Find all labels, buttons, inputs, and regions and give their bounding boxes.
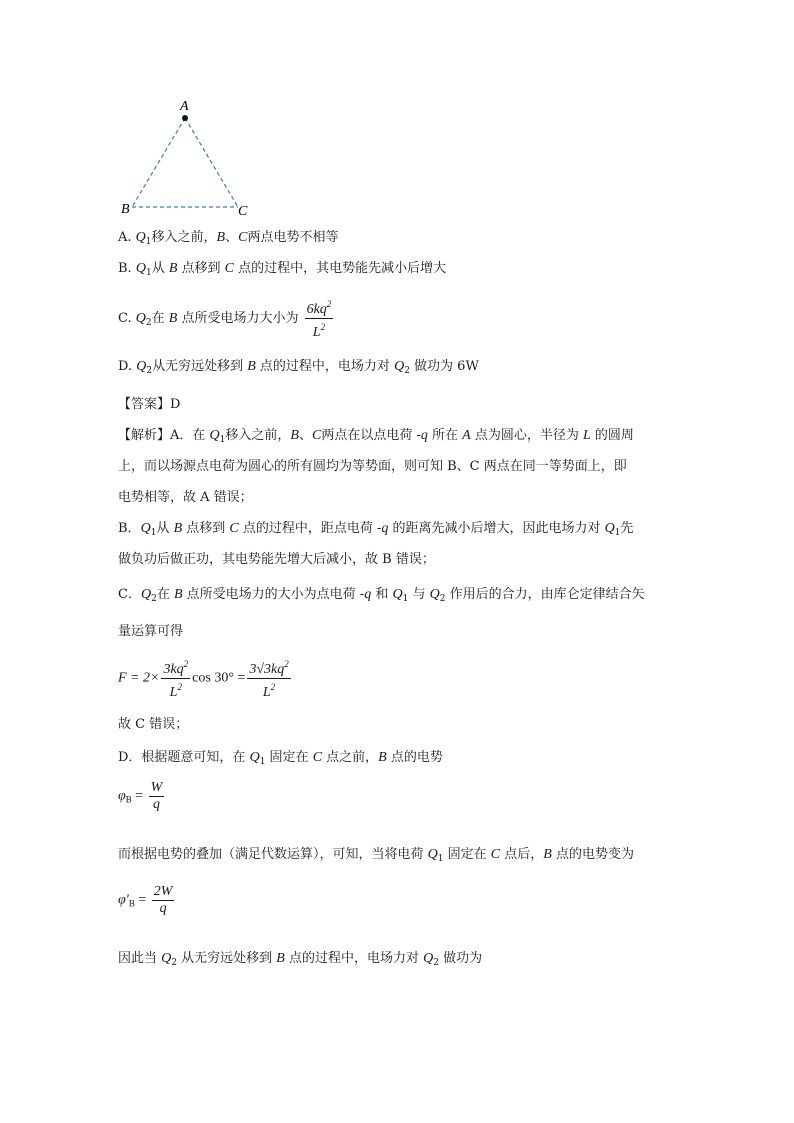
option-a: A. $Q_1$移入之前，B、C两点电势不相等 (118, 230, 339, 247)
analysis-b-line2: 做负功后做正功，其电势能先增大后减小，故 B 错误； (118, 552, 435, 567)
analysis-c-line1: C．$Q_2$在 B 点所受电场力的大小为点电荷 -q 和 $Q_1$ 与 $Q_2$ 作用后的合力，由库仑定律结合矢 (118, 587, 645, 604)
edge-ac (185, 118, 238, 207)
analysis-d-line3: 因此当 $Q_2$ 从无穷远处移到 B 点的过程中，电场力对 $Q_2$ 做功为 (118, 951, 483, 968)
option-c: C. $Q_2$在 B 点所受电场力大小为 $\frac{6kq^2}{L^2}$ (118, 296, 335, 343)
answer-line: 【答案】D (118, 397, 181, 412)
analysis-d-line2: 而根据电势的叠加（满足代数运算），可知，当将电荷 $Q_1$ 固定在 C 点后，B 点的电势变为 (118, 847, 634, 864)
vertex-label-a: A (180, 99, 189, 114)
edge-ab (132, 118, 185, 207)
force-fraction: $\frac{6kq^2}{L^2}$ (305, 296, 334, 341)
analysis-d-line1: D．根据题意可知，在 $Q_1$ 固定在 C 点之前，B 点的电势 (118, 750, 443, 767)
vertex-label-b: B (121, 202, 130, 217)
analysis-b-line1: B．$Q_1$从 B 点移到 C 点的过程中，距点电荷 -q 的距离先减小后增大，因此电场力对 $Q_1$先 (118, 521, 634, 538)
analysis-c-line3: 故 C 错误； (118, 717, 189, 732)
analysis-a-line3: 电势相等，故 A 错误； (118, 490, 253, 505)
formula-potential-new: $\varphi'_B$ = $\frac{2W}{q}$ (118, 884, 173, 916)
option-d: D. $Q_2$从无穷远处移到 B 点的过程中，电场力对 $Q_2$ 做功为 6W (118, 359, 479, 376)
option-b: B. $Q_1$从 B 点移到 C 点的过程中，其电势能先减小后增大 (118, 261, 447, 278)
formula-potential: $\varphi_B$ = $\frac{W}{q}$ (118, 780, 163, 812)
analysis-a-line1: 【解析】A．在 $Q_1$移入之前，B、C两点在以点电荷 -q 所在 A 点为圆心，半径为 L 的圆周 (118, 428, 634, 445)
analysis-c-line2: 量运算可得 (118, 624, 184, 639)
charge-point-a (182, 115, 188, 121)
vertex-label-c: C (238, 204, 248, 219)
formula-force: F = 2× $\frac{3kq^2}{L^2}$ cos 30° = $\frac{3√3kq^2}{L^2}$ (118, 656, 293, 701)
analysis-a-line2: 上，而以场源点电荷为圆心的所有圆均为等势面，则可知 B、C 两点在同一等势面上，即 (118, 459, 627, 474)
triangle-figure (110, 95, 260, 225)
